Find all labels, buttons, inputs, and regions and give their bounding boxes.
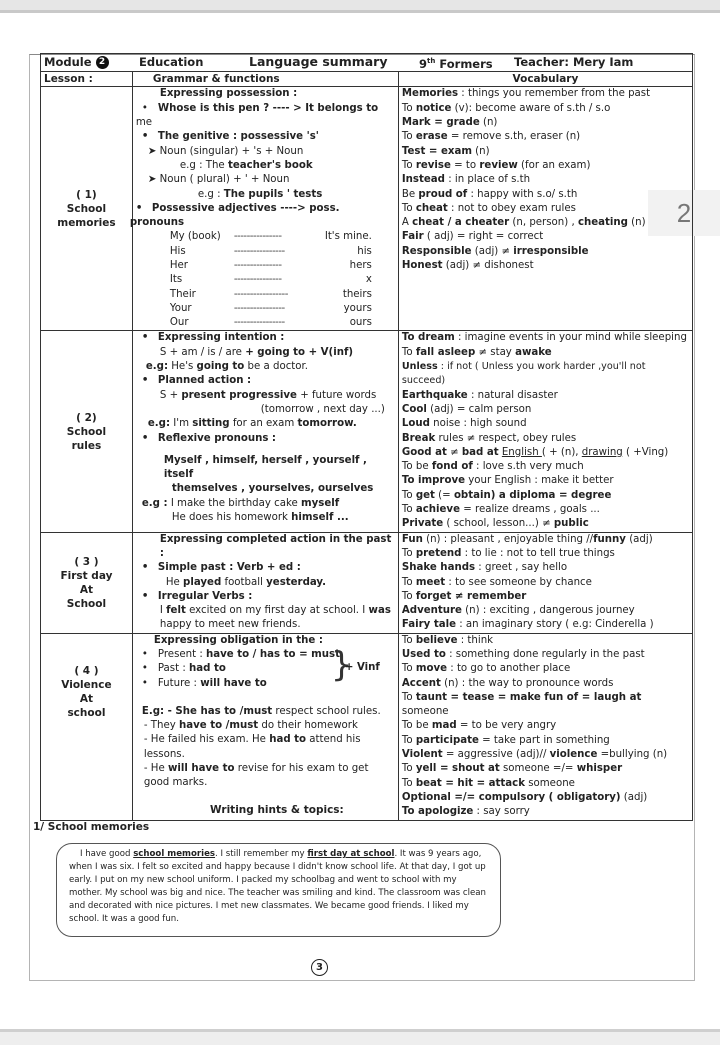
unit-title: Education: [139, 55, 204, 70]
vocab-item: Earthquake : natural disaster: [401, 389, 558, 401]
viewer-bottom-bar: [0, 1029, 720, 1045]
vocab-item: Cool (adj) = calm person: [401, 403, 532, 415]
vocab-item: To get (= obtain) a diploma = degree: [401, 489, 612, 501]
writing-section-title: Writing hints & topics:: [210, 804, 344, 816]
module-label: Module: [44, 55, 92, 70]
vocab-item: To fall asleep ≠ stay awake: [401, 346, 552, 358]
vocab-item: To believe : think: [401, 634, 494, 646]
vocab-item: Adventure (n) : exciting , dangerous journey: [401, 605, 635, 617]
lesson-4-vocabulary: [398, 633, 692, 820]
vocab-item: Optional =/= compulsory ( obligatory) (adj): [401, 791, 648, 803]
lesson-2-title: ( 2) School rules: [41, 331, 133, 532]
language-summary-table: [40, 53, 693, 821]
column-headers: [41, 72, 693, 87]
model-essay-box: I have good school memories. I still remember my first day at school. It was 9 years ago, when I was six. I felt so excited and happy because I didn't know school life. At that day, I got up early. I put on my new school uniform. I packed my schoolbag and went to school with my mother. My school was big and nice. The teacher was smiling and kind. The classroom was clean and decorated with nice pictures. I met new classmates. We became good friends. I liked my school. It was a good fun.: [56, 843, 501, 937]
vocab-item: To yell = shout at someone =/= whisper: [401, 763, 623, 775]
page-number: 3: [311, 959, 328, 976]
vocab-item: Responsible (adj) ≠ irresponsible: [401, 245, 589, 257]
vocab-item: To notice (v): become aware of s.th / s.o: [401, 102, 611, 114]
vocab-item: Memories : things you remember from the past: [401, 88, 651, 100]
vocab-item: To participate = take part in something: [401, 734, 610, 746]
vocab-item: Break rules ≠ respect, obey rules: [401, 432, 577, 444]
vocab-item: To pretend : to lie : not to tell true things: [401, 547, 615, 559]
vocab-item: Honest (adj) ≠ dishonest: [401, 259, 534, 271]
lesson-2-grammar: • Expressing intention : S + am / is / are + going to + V(inf) e.g: He's going to be a doctor. • Planned action : S + present progressive + future words (tomorrow , next day ...) e.g: I'm sitting for an exam tomorrow. • Reflexive pronouns : Myself , himself, herself , yourself , itself themselves , yourselves, ourselves e.g : I make the birthday cake myself He does his homework himself ...: [132, 331, 398, 532]
vocab-item: Fun (n) : pleasant , enjoyable thing //funny (adj): [401, 533, 653, 545]
vocab-item: To be mad = to be very angry: [401, 720, 557, 732]
header-row: [41, 54, 693, 72]
lesson-4-grammar: Expressing obligation in the : • Present : have to / has to = must • Past : had to • Future : will have to } + Vinf E.g: - She has to /must respect school rules. - They have to /must do their homework - He failed his exam. He had to attend his lessons. - He will have to revise for his exam to get good marks.: [132, 633, 398, 820]
vocab-item: To forget ≠ remember: [401, 590, 527, 602]
vocab-item: Used to : something done regularly in the past: [401, 649, 645, 660]
vocab-item: To dream : imagine events in your mind while sleeping: [401, 332, 687, 344]
vocab-item: Instead : in place of s.th: [401, 174, 531, 186]
vocab-item: To improve your English : make it better: [401, 475, 614, 487]
lesson-row-1: [41, 87, 693, 331]
lesson-3-vocabulary: [398, 532, 692, 633]
vocab-item: To beat = hit = attack someone: [401, 777, 575, 789]
vocab-item: To move : to go to another place: [401, 663, 571, 675]
vocab-item: Mark = grade (n): [401, 117, 498, 129]
vocab-item: Accent (n) : the way to pronounce words: [401, 677, 614, 689]
document-title: Language summary: [249, 54, 388, 70]
writing-topic-heading: 1/ School memories: [33, 821, 150, 833]
lesson-3-title: ( 3 ) First day At School: [41, 532, 133, 633]
vocab-item: Private ( school, lesson...) ≠ public: [401, 518, 589, 530]
vocab-item: To cheat : not to obey exam rules: [401, 202, 576, 214]
lesson-1-title: ( 1) School memories: [41, 87, 133, 331]
lesson-3-grammar: Expressing completed action in the past : • Simple past : Verb + ed : He played football yesterday. • Irregular Verbs : I felt excited on my first day at school. I was happy to meet new friends.: [132, 532, 398, 633]
vocab-item: Loud noise : high sound: [401, 418, 527, 430]
viewer-top-bar: [0, 0, 720, 13]
col-lesson: Lesson :: [41, 72, 133, 87]
page-indicator-badge: 2: [648, 190, 720, 236]
vocab-item: A cheat / a cheater (n, person) , cheating (n): [401, 217, 646, 229]
vocab-item: To taunt = tease = make fun of = laugh at someone: [401, 691, 642, 718]
lesson-row-2: [41, 331, 693, 532]
lesson-4-title: ( 4 ) Violence At school: [41, 633, 133, 820]
lesson-2-vocabulary: [398, 331, 692, 532]
vocab-item: Violent = aggressive (adj)// violence =bullying (n): [401, 749, 668, 761]
vocab-item: To meet : to see someone by chance: [401, 576, 592, 588]
vocab-item: Unless : if not ( Unless you work harder ,you'll not succeed): [401, 361, 646, 387]
module-number-badge: 2: [96, 56, 109, 69]
lesson-1-vocabulary: [398, 87, 692, 331]
brace-icon: }: [330, 644, 353, 685]
vocab-item: Shake hands : greet , say hello: [401, 562, 568, 574]
lesson-1-grammar: Expressing possession : • Whose is this pen ? ---- > It belongs to me • The genitive : possessive 's' ➤ Noun (singular) + 's + Noun e.g : The teacher's book ➤ Noun ( plural) + ' + Noun e.g : The pupils ' tests • Possessive adjectives ----> poss. pronouns My (book) --------------- It's mine. His ---------------- his Her --------------- hers Its --------------- x Their ----------------- theirs Your ---------------- yours Our ---------------- ours: [132, 87, 398, 331]
vocab-item: To erase = remove s.th, eraser (n): [401, 131, 581, 143]
vocab-item: Fair ( adj) = right = correct: [401, 231, 544, 243]
lesson-row-3: [41, 532, 693, 633]
vocab-item: To achieve = realize dreams , goals ...: [401, 504, 600, 516]
vocab-item: To revise = to review (for an exam): [401, 159, 591, 171]
vocab-item: Good at ≠ bad at English ( + (n), drawing ( +Ving): [401, 446, 669, 458]
vocab-item: To apologize : say sorry: [401, 806, 530, 818]
grade-label: 9th Formers: [419, 56, 493, 71]
col-grammar: Grammar & functions: [132, 72, 398, 87]
vocab-item: Fairy tale : an imaginary story ( e.g: Cinderella ): [401, 619, 654, 631]
lesson-row-4: [41, 633, 693, 820]
col-vocabulary: Vocabulary: [398, 72, 692, 87]
vocab-item: Test = exam (n): [401, 145, 490, 157]
teacher-name: Teacher: Mery Iam: [514, 55, 634, 70]
vocab-item: To be fond of : love s.th very much: [401, 461, 584, 473]
vocab-item: Be proud of : happy with s.o/ s.th: [401, 188, 578, 200]
